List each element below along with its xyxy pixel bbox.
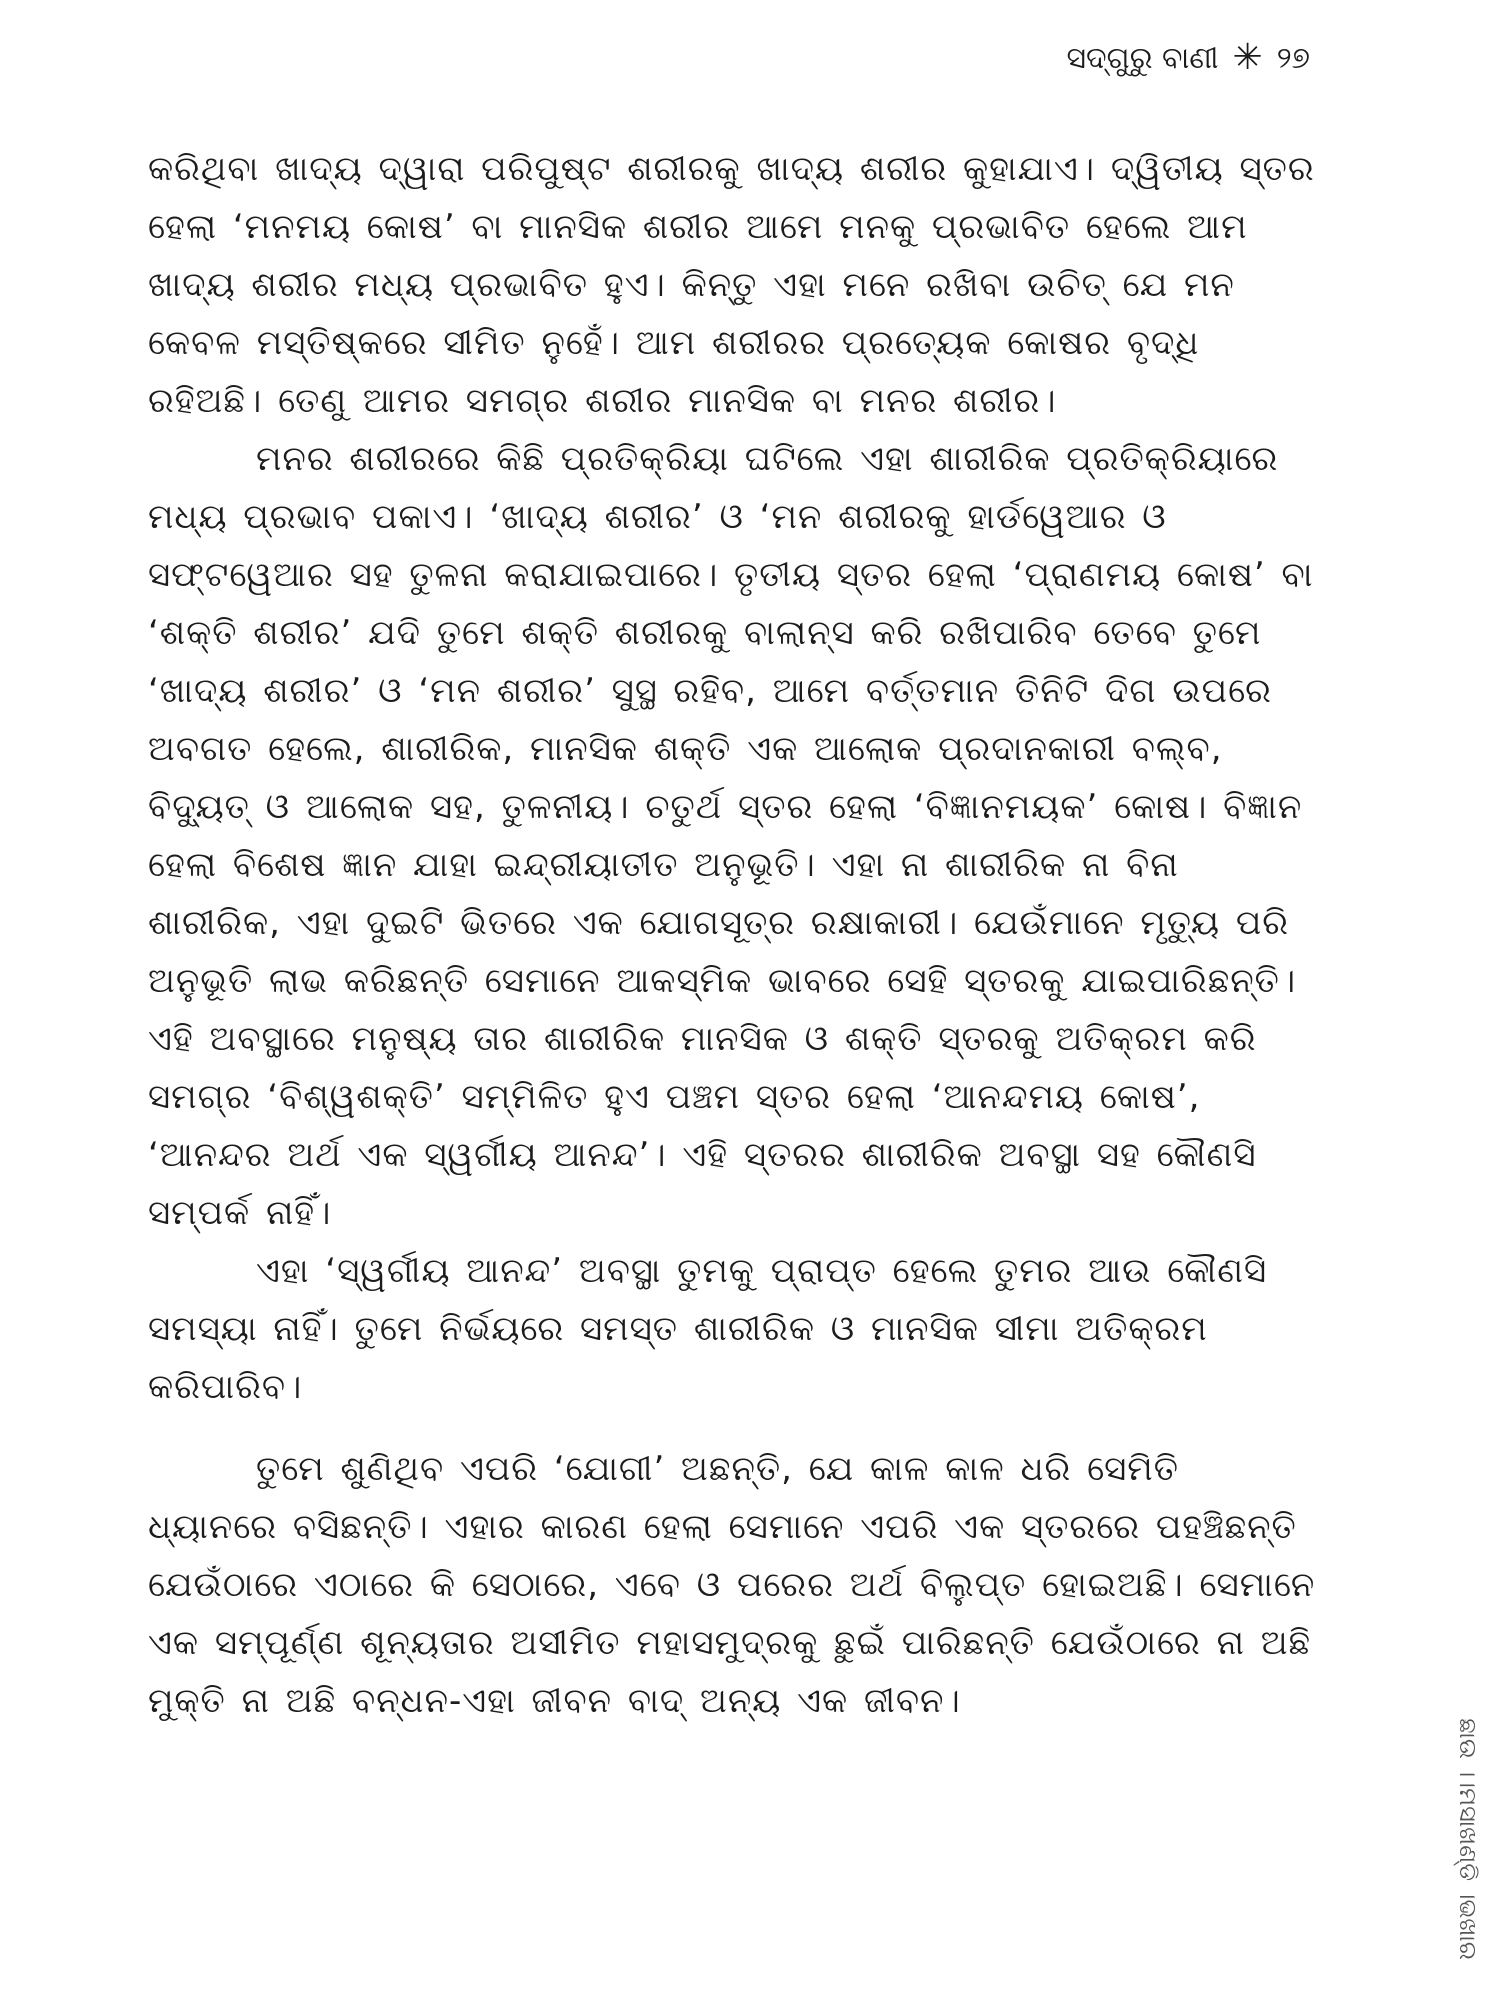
body-text xyxy=(148,140,1318,1730)
running-title: ସଦ୍‌ଗୁରୁ ବାଣୀ xyxy=(1066,40,1219,76)
page-header xyxy=(1066,37,1310,78)
paragraph: ଏହା ‘ସ୍ୱର୍ଗୀୟ ଆନନ୍ଦ’ ଅବସ୍ଥା ତୁମକୁ ପ୍ରାପ୍ତ ହେଲେ ତୁମର ଆଉ କୌଣସି ସମସ୍ୟା ନାହିଁ। ତୁମେ ନିର୍ଭୟରେ ସମସ୍ତ ଶାରୀରିକ ଓ ମାନସିକ ସୀମା ଅତିକ୍ରମ କରିପାରିବ। xyxy=(148,1251,1268,1407)
paragraph: ମନର ଶରୀରରେ କିଛି ପ୍ରତିକ୍ରିୟା ଘଟିଲେ ଏହା ଶାରୀରିକ ପ୍ରତିକ୍ରିୟାରେ ମଧ୍ୟ ପ୍ରଭାବ ପକାଏ। ‘ଖାଦ୍ୟ ଶରୀର’ ଓ ‘ମନ ଶରୀରକୁ ହାର୍ଡୱେଆର ଓ ସଫ୍ଟୱେଆର ସହ ତୁଳନା କରାଯାଇପାରେ। ତୃତୀୟ ସ୍ତର ହେଲା ‘ପ୍ରାଣମୟ କୋଷ’ ବା ‘ଶକ୍ତି ଶରୀର’ ଯଦି ତୁମେ ଶକ୍ତି ଶରୀରକୁ ବାଲାନ୍ସ କରି ରଖିପାରିବ ତେବେ ତୁମେ ‘ଖାଦ୍ୟ ଶରୀର’ ଓ ‘ମନ ଶରୀର’ ସୁସ୍ଥ ରହିବ, ଆମେ ବର୍ତ୍ତମାନ ତିନିଟି ଦିଗ ଉପରେ ଅବଗତ ହେଲେ, ଶାରୀରିକ, ମାନସିକ ଶକ୍ତି ଏକ ଆଲୋକ ପ୍ରଦାନକାରୀ ବଲ୍‌ବ, ବିଦ୍ୟୁତ୍ ଓ ଆଲୋକ ସହ, ତୁଳନୀୟ। ଚତୁର୍ଥ ସ୍ତର ହେଲା ‘ବିଜ୍ଞାନମୟକ’ କୋଷ। ବିଜ୍ଞାନ ହେଲା ବିଶେଷ ଜ୍ଞାନ ଯାହା ଇନ୍ଦ୍ରୀୟାତୀତ ଅନୁଭୂତି। ଏହା ନା ଶାରୀରିକ ନା ବିନା ଶାରୀରିକ, ଏହା ଦୁଇଟି ଭିତରେ ଏକ ଯୋଗସୂତ୍ର ରକ୍ଷାକାରୀ। ଯେଉଁମାନେ ମୃତ୍ୟୁ ପରି ଅନୁଭୂତି ଲାଭ କରିଛନ୍ତି ସେମାନେ ଆକସ୍ମିକ ଭାବରେ ସେହି ସ୍ତରକୁ ଯାଇପାରିଛନ୍ତି। ଏହି ଅବସ୍ଥାରେ ମନୁଷ୍ୟ ତାର ଶାରୀରିକ ମାନସିକ ଓ ଶକ୍ତି ସ୍ତରକୁ ଅତିକ୍ରମ କରି ସମଗ୍ର ‘ବିଶ୍ୱଶକ୍ତି’ ସମ୍ମିଳିତ ହୁଏ ପଞ୍ଚମ ସ୍ତର ହେଲା ‘ଆନନ୍ଦମୟ କୋଷ’, ‘ଆନନ୍ଦର ଅର୍ଥ ଏକ ସ୍ୱର୍ଗୀୟ ଆନନ୍ଦ’। ଏହି ସ୍ତରର ଶାରୀରିକ ଅବସ୍ଥା ସହ କୌଣସି ସମ୍ପର୍କ ନାହିଁ। xyxy=(148,439,1314,1233)
page-number: ୨୭ xyxy=(1276,40,1310,76)
paragraph: ତୁମେ ଶୁଣିଥିବ ଏପରି ‘ଯୋଗୀ’ ଅଛନ୍ତି, ଯେ କାଳ କାଳ ଧରି ସେମିତି ଧ୍ୟାନରେ ବସିଛନ୍ତି। ଏହାର କାରଣ ହେଲା ସେମାନେ ଏପରି ଏକ ସ୍ତରରେ ପହଞ୍ଚିଛନ୍ତି ଯେଉଁଠାରେ ଏଠାରେ କି ସେଠାରେ, ଏବେ ଓ ପରେର ଅର୍ଥ ବିଲୁପ୍ତ ହୋଇଅଛି। ସେମାନେ ଏକ ସମ୍ପୂର୍ଣ୍ଣ ଶୂନ୍ୟତାର ଅସୀମିତ ମହାସମୁଦ୍ରକୁ ଛୁଇଁ ପାରିଛନ୍ତି ଯେଉଁଠାରେ ନା ଅଛି ମୁକ୍ତି ନା ଅଛି ବନ୍ଧନ-ଏହା ଜୀବନ ବାଦ୍ ଅନ୍ୟ ଏକ ଜୀବନ। xyxy=(148,1449,1316,1721)
asterisk-ornament-icon: ✳ xyxy=(1232,37,1263,78)
book-title-margin-mark: ଛାଉ ।।ମସାଖଣ୍ଡି ।ଭଖାର xyxy=(1454,1718,1482,1960)
paragraph: କରିଥିବା ଖାଦ୍ୟ ଦ୍ୱାରା ପରିପୁଷ୍ଟ ଶରୀରକୁ ଖାଦ୍ୟ ଶରୀର କୁହାଯାଏ। ଦ୍ୱିତୀୟ ସ୍ତର ହେଲା ‘ମନମୟ କୋଷ’ ବା ମାନସିକ ଶରୀର ଆମେ ମନକୁ ପ୍ରଭାବିତ ହେଲେ ଆମ ଖାଦ୍ୟ ଶରୀର ମଧ୍ୟ ପ୍ରଭାବିତ ହୁଏ। କିନ୍ତୁ ଏହା ମନେ ରଖିବା ଉଚିତ୍ ଯେ ମନ କେବଳ ମସ୍ତିଷ୍କରେ ସୀମିତ ନୁହେଁ। ଆମ ଶରୀରର ପ୍ରତ୍ୟେକ କୋଷର ବୃଦ୍ଧି ରହିଅଛି। ତେଣୁ ଆମର ସମଗ୍ର ଶରୀର ମାନସିକ ବା ମନର ଶରୀର। xyxy=(148,149,1315,421)
